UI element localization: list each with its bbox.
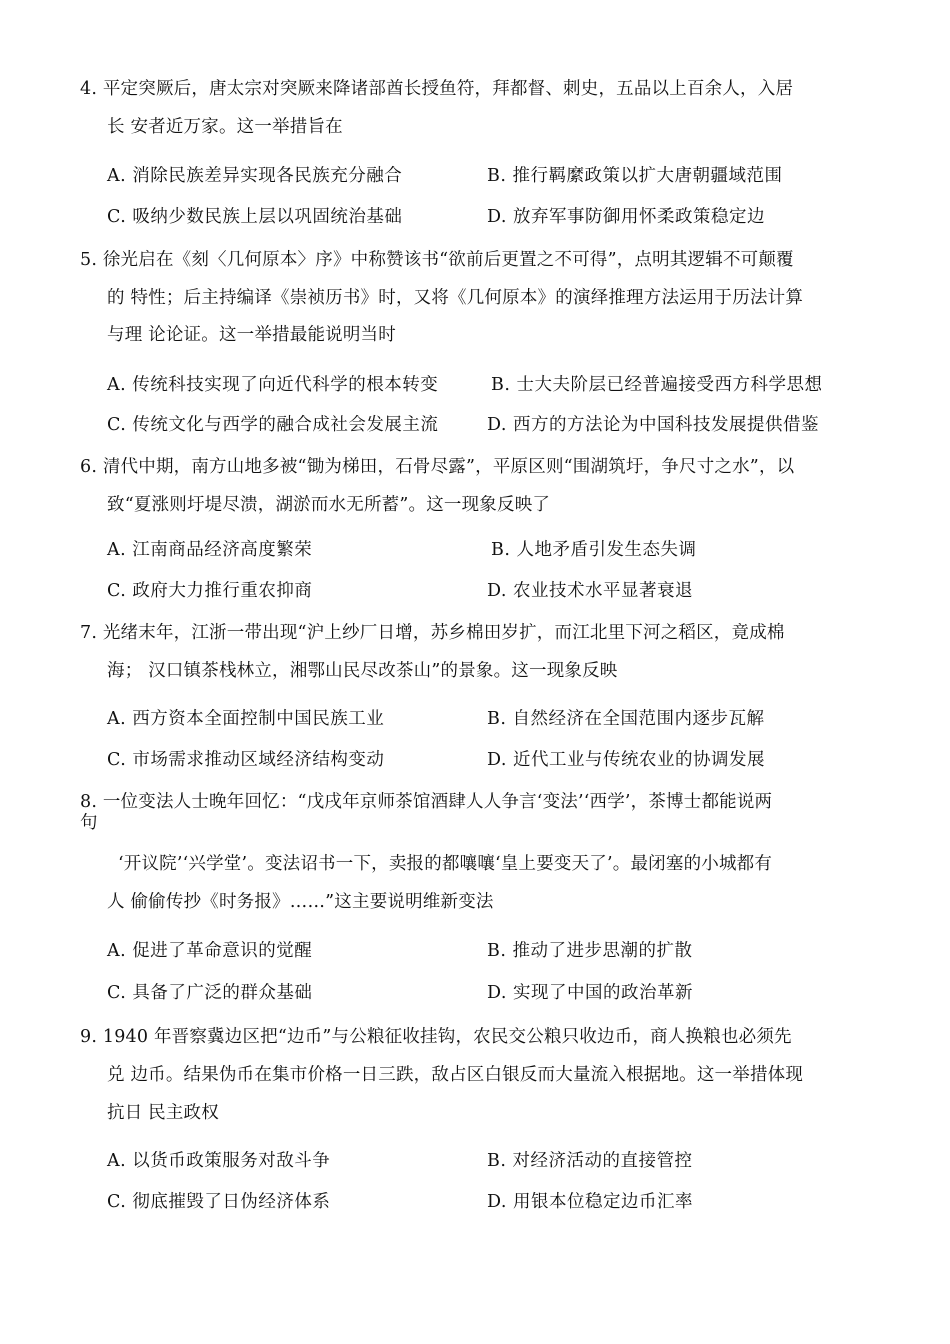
question-8-option-c: C. 具备了广泛的群众基础: [107, 983, 313, 1003]
question-7-stem-line-2: 海； 汉口镇茶栈林立，湘鄂山民尽改茶山”的景象。这一现象反映: [107, 661, 618, 681]
question-8-stem-line-1: 8. 一位变法人士晚年回忆：“戊戌年京师茶馆酒肆人人争言‘变法’‘西学’，茶博士都能说两: [80, 792, 773, 812]
question-8-stem-line-4: 人 偷偷传抄《时务报》……”这主要说明维新变法: [107, 892, 494, 912]
question-8-stem-line-2: 句: [80, 813, 98, 833]
question-4-option-d: D. 放弃军事防御用怀柔政策稳定边: [487, 207, 766, 227]
question-4-option-c: C. 吸纳少数民族上层以巩固统治基础: [107, 207, 403, 227]
question-6-stem-line-1: 6. 清代中期，南方山地多被“锄为梯田，石骨尽露”，平原区则“围湖筑圩，争尺寸之水”，以: [80, 457, 795, 477]
question-9-option-b: B. 对经济活动的直接管控: [487, 1151, 693, 1171]
question-8-option-d: D. 实现了中国的政治革新: [487, 983, 694, 1003]
question-6-option-d: D. 农业技术水平显著衰退: [487, 581, 694, 601]
question-7-option-d: D. 近代工业与传统农业的协调发展: [487, 750, 766, 770]
question-9-stem-line-2: 兑 边币。结果伪币在集市价格一日三跌，敌占区白银反而大量流入根据地。这一举措体现: [107, 1065, 804, 1085]
question-5-option-b: B. 士大夫阶层已经普遍接受西方科学思想: [491, 375, 823, 395]
question-5-stem-line-3: 与理 论论证。这一举措最能说明当时: [107, 325, 396, 345]
question-5-stem-line-2: 的 特性；后主持编译《崇祯历书》时，又将《几何原本》的演绎推理方法运用于历法计算: [107, 288, 804, 308]
question-8-option-a: A. 促进了革命意识的觉醒: [107, 941, 313, 961]
question-6-option-c: C. 政府大力推行重农抑商: [107, 581, 313, 601]
question-5-option-d: D. 西方的方法论为中国科技发展提供借鉴: [487, 415, 820, 435]
question-7-stem-line-1: 7. 光绪末年，江浙一带出现“沪上纱厂日增，苏乡棉田岁扩，而江北里下河之稻区，竟成棉: [80, 623, 785, 643]
question-7-option-c: C. 市场需求推动区域经济结构变动: [107, 750, 385, 770]
question-9-stem-line-3: 抗日 民主政权: [107, 1103, 219, 1123]
question-6-option-a: A. 江南商品经济高度繁荣: [107, 540, 313, 560]
question-5-option-a: A. 传统科技实现了向近代科学的根本转变: [107, 375, 439, 395]
question-9-option-a: A. 以货币政策服务对敌斗争: [107, 1151, 331, 1171]
question-7-option-b: B. 自然经济在全国范围内逐步瓦解: [487, 709, 765, 729]
question-9-option-c: C. 彻底摧毁了日伪经济体系: [107, 1192, 331, 1212]
question-5-option-c: C. 传统文化与西学的融合成社会发展主流: [107, 415, 439, 435]
question-5-stem-line-1: 5. 徐光启在《刻〈几何原本〉序》中称赞该书“欲前后更置之不可得”，点明其逻辑不可颠覆: [80, 250, 794, 270]
question-4-option-a: A. 消除民族差异实现各民族充分融合: [107, 166, 403, 186]
question-8-option-b: B. 推动了进步思潮的扩散: [487, 941, 693, 961]
question-6-stem-line-2: 致“夏涨则圩堤尽溃，湖淤而水无所蓄”。这一现象反映了: [107, 495, 551, 515]
question-4-stem-line-2: 长 安者近万家。这一举措旨在: [107, 117, 343, 137]
question-9-option-d: D. 用银本位稳定边币汇率: [487, 1192, 694, 1212]
question-7-option-a: A. 西方资本全面控制中国民族工业: [107, 709, 385, 729]
question-9-stem-line-1: 9. 1940 年晋察冀边区把“边币”与公粮征收挂钩，农民交公粮只收边币，商人换粮也必须先: [80, 1027, 792, 1047]
question-4-stem-line-1: 4. 平定突厥后，唐太宗对突厥来降诸部酋长授鱼符，拜都督、刺史，五品以上百余人，入居: [80, 79, 794, 99]
question-6-option-b: B. 人地矛盾引发生态失调: [491, 540, 697, 560]
question-8-stem-line-3: ‘开议院’‘兴学堂’。变法诏书一下，卖报的都嚷嚷‘皇上要变天了’。最闭塞的小城都有: [118, 854, 773, 874]
question-4-option-b: B. 推行羁縻政策以扩大唐朝疆域范围: [487, 166, 783, 186]
